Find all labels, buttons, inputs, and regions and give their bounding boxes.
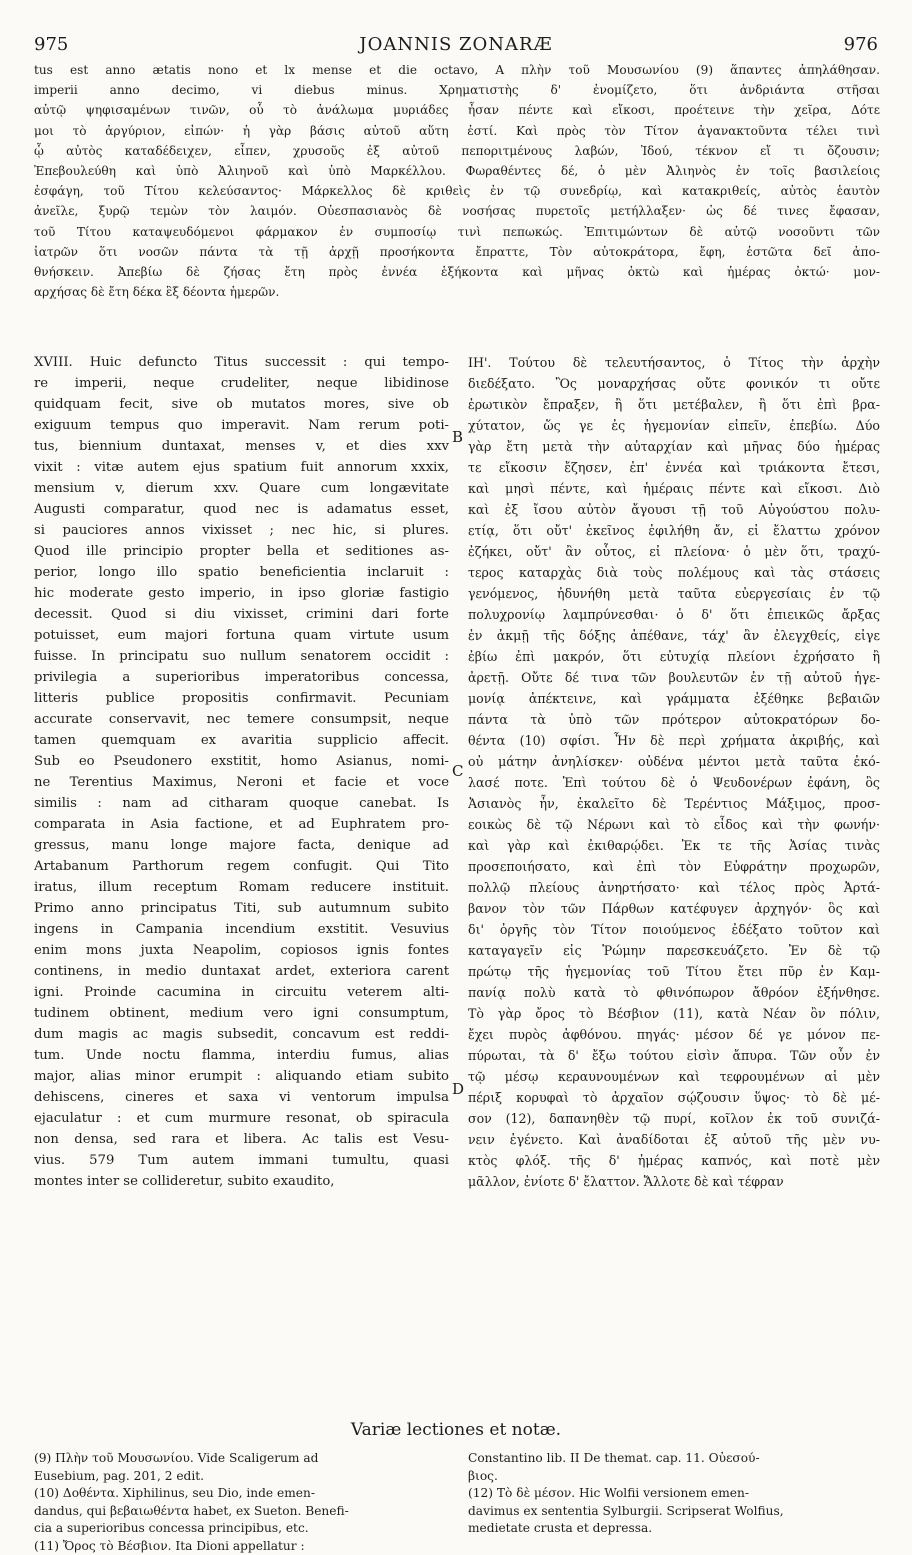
greek-line: προσεποιήσατο, καὶ ἐπὶ τὸν Εὐφράτην προχωρῶν, [468, 856, 880, 877]
latin-line: Primo anno principatus Titi, sub autumnum subito [34, 898, 449, 919]
greek-line: εοικὼς δὲ τῷ Νέρωνι καὶ τὸ εἶδος καὶ τὴν φωνήν· [468, 814, 880, 835]
latin-line: XVIII. Huic defuncto Titus successit : qui tempo- [34, 352, 449, 373]
latin-line: decessit. Quod si diu vixisset, crimini dari forte [34, 604, 449, 625]
footnote-line: (11) Ὄρος τὸ Βέσβιον. Ita Dioni appellatur : [34, 1538, 449, 1555]
latin-line: dum magis ac magis subsedit, concavum est reddi- [34, 1024, 449, 1045]
text-line: αὐτῷ ψηφισαμένων τινῶν, οὗ τὸ ἀνάλωμα μυριάδες ἦσαν πέντε καὶ εἴκοσι, προέτεινε τὴν χεῖρα, Δότε [34, 100, 880, 120]
latin-line: mensium v, dierum xxv. Quare cum longævitate [34, 478, 449, 499]
page-number-left: 975 [34, 34, 68, 55]
latin-line: privilegia a superioribus imperatoribus concessa, [34, 667, 449, 688]
greek-line: κτὸς φλόξ. τῆς δ' ἡμέρας καπνός, καὶ ποτὲ μὲν [468, 1150, 880, 1171]
latin-line: tum. Unde noctu flamma, interdiu fumus, alias [34, 1045, 449, 1066]
greek-line: Ἀσιανὸς ἦν, ἐκαλεῖτο δὲ Τερέντιος Μάξιμος, προσ- [468, 793, 880, 814]
latin-line: vius. 579 Tum autem immani tumultu, quasi [34, 1150, 449, 1171]
greek-line: θέντα (10) σφίσι. Ἦν δὲ περὶ χρήματα ἀκριβής, καὶ [468, 730, 880, 751]
latin-line: potuisset, eum majori fortuna quam virtute usum [34, 625, 449, 646]
greek-line: ἐρωτικὸν ἔπραξεν, ἢ ὅτι μετέβαλεν, ἢ ὅτι ἐπὶ βρα- [468, 394, 880, 415]
footnote-line: davimus ex sententia Sylburgii. Scripserat Wolfius, [468, 1503, 883, 1521]
greek-line: νειν ἐγένετο. Καὶ ἀναδίδοται ἐξ αὐτοῦ τῆς μὲν νυ- [468, 1129, 880, 1150]
latin-line: tus, biennium duntaxat, menses v, et dies xxv [34, 436, 449, 457]
notes-heading: Variæ lectiones et notæ. [0, 1420, 912, 1440]
top-fullwidth-text [34, 60, 880, 302]
margin-letter-c: C [452, 762, 463, 780]
greek-line: χύτατον, ὥς γε ἐς ἡγεμονίαν εἰπεῖν, ἐπεβίω. Δύο [468, 415, 880, 436]
greek-line: γὰρ ἔτη μετὰ τὴν αὐταρχίαν καὶ μῆνας δύο ἡμέρας [468, 436, 880, 457]
greek-line: τε εἴκοσιν ἔζησεν, ἐπ' ἐννέα καὶ τριάκοντα ἔτεσι, [468, 457, 880, 478]
greek-line: τερος καταρχὰς διὰ τοὺς πολέμους καὶ τὰς στάσεις [468, 562, 880, 583]
text-line: Ἐπεβουλεύθη καὶ ὑπὸ Ἀλιηνοῦ καὶ ὑπὸ Μαρκέλλου. Φωραθέντες δέ, ὁ μὲν Ἀλιηνὸς ἐν τοῖς βασιλείοις [34, 161, 880, 181]
greek-line: ἐν ἀκμῇ τῆς δόξης ἀπέθανε, τάχ' ἂν ἐλεγχθείς, εἰγε [468, 625, 880, 646]
latin-line: hic moderate gesto imperio, in ipso gloriæ fastigio [34, 583, 449, 604]
latin-line: vixit : vitæ autem ejus spatium fuit annorum xxxix, [34, 457, 449, 478]
latin-line: exiguum tempus quo imperavit. Nam rerum poti- [34, 415, 449, 436]
latin-line: tamen quemquam ex avaritia supplicio affecit. [34, 730, 449, 751]
latin-line: fuisse. In principatu suo nullum senatorem occidit : [34, 646, 449, 667]
latin-line: dehiscens, cineres et saxa vi ventorum impulsa [34, 1087, 449, 1108]
greek-line: οὐ μάτην ἀνηλίσκεν· οὐδένα μέντοι μετὰ ταῦτα ἐκό- [468, 751, 880, 772]
running-header [34, 34, 878, 56]
latin-line: ingens in Campania incendium exstitit. Vesuvius [34, 919, 449, 940]
greek-line: πανίᾳ πολὺ κατὰ τὸ φθινόπωρον ἄθρόον ἐξήνθησε. [468, 982, 880, 1003]
footnote-line: dandus, qui βεβαιωθέντα habet, ex Sueton. Benefi- [34, 1503, 449, 1521]
latin-line: accurate conservavit, nec temere consumpsit, neque [34, 709, 449, 730]
greek-line: βανον τὸν τῶν Πάρθων κατέφυγεν ἀρχηγόν· ὃς καὶ [468, 898, 880, 919]
greek-line: Τὸ γὰρ ὄρος τὸ Βέσβιον (11), κατὰ Νέαν ὂν πόλιν, [468, 1003, 880, 1024]
latin-line: perior, longo illo spatio beneficientia inclaruit : [34, 562, 449, 583]
greek-line: γενόμενος, ἠδυνήθη μετὰ ταῦτα εὐεργεσίαις ἐν τῷ [468, 583, 880, 604]
text-line: imperii anno decimo, vi diebus minus. Χρηματιστὴς δ' ἐνομίζετο, ὅτι ἀνδριάντα στῆσαι [34, 80, 880, 100]
greek-line: σον (12), δαπανηθὲν τῷ πυρί, κοῖλον ἐκ τοῦ συνιζά- [468, 1108, 880, 1129]
latin-line: tudinem obtinent, medium vero igni consumptum, [34, 1003, 449, 1024]
footnotes-right-column [468, 1450, 883, 1538]
latin-line: montes inter se collideretur, subito exaudito, [34, 1171, 449, 1192]
footnote-line: Constantino lib. II De themat. cap. 11. Οὐεσού- [468, 1450, 883, 1468]
latin-line: gressus, manu longe majore facta, denique ad [34, 835, 449, 856]
latin-line: Augusti comparatur, quod nec is adamatus esset, [34, 499, 449, 520]
running-title: JOANNIS ZONARÆ [34, 34, 878, 55]
greek-line: ἐζήκει, οὔτ' ἂν οὗτος, εἰ πλείονα· ὁ μὲν ὅτι, τραχύ- [468, 541, 880, 562]
greek-line: ετίᾳ, ὅτι οὔτ' ἐκεῖνος ἐφιλήθη ἄν, εἰ ἔλαττω χρόνον [468, 520, 880, 541]
latin-line: ejaculatur : et cum murmure resonat, ob spiracula [34, 1108, 449, 1129]
greek-line: καὶ μησὶ πέντε, καὶ ἡμέραις πέντε καὶ εἴκοσι. Διὸ [468, 478, 880, 499]
greek-line: τῷ μέσῳ κεραυνουμένων καὶ τεφρουμένων αἱ μὲν [468, 1066, 880, 1087]
footnote-line: βιος. [468, 1468, 883, 1486]
latin-line: igni. Proinde cacumina in circuitu veterem alti- [34, 982, 449, 1003]
latin-line: iratus, illum receptum Romam reducere instituit. [34, 877, 449, 898]
greek-line: πολλῷ πλείους ἀνηρτήσατο· καὶ τέλος πρὸς Ἀρτά- [468, 877, 880, 898]
latin-line: continens, in medio duntaxat ardet, exteriora carent [34, 961, 449, 982]
footnote-line: medietate crusta et depressa. [468, 1520, 883, 1538]
text-line: ἰατρῶν ὅτι νοσῶν πάντα τὰ τῇ ἀρχῇ προσήκοντα ἔπραττε, Τὸν αὐτοκράτορα, ἔφη, ἑστῶτα δεῖ ἀπο- [34, 242, 880, 262]
latin-line: Artabanum Parthorum regem confugit. Qui Tito [34, 856, 449, 877]
greek-column [468, 352, 880, 1192]
latin-line: similis : nam ad citharam quoque canebat. Is [34, 793, 449, 814]
greek-line: λασέ ποτε. Ἐπὶ τούτου δὲ ὁ Ψευδονέρων ἐφάνη, ὃς [468, 772, 880, 793]
footnote-line: Eusebium, pag. 201, 2 edit. [34, 1468, 449, 1486]
greek-line: διεδέξατο. Ὃς μοναρχήσας οὔτε φονικόν τι οὔτε [468, 373, 880, 394]
latin-line: litteris publice propositis confirmavit. Pecuniam [34, 688, 449, 709]
latin-line: quidquam fecit, sive ob mutatos mores, sive ob [34, 394, 449, 415]
greek-line: ἐβίω ἐπὶ μακρόν, ὅτι εὐτυχίᾳ πλείονι ἐχρήσατο ἢ [468, 646, 880, 667]
greek-line: δι' ὀργῆς τὸν Τίτον ποιούμενος ἐδέξατο τοῦτον καὶ [468, 919, 880, 940]
greek-line: ἀρετῇ. Οὔτε δέ τινα τῶν βουλευτῶν ἐν τῇ αὐτοῦ ἡγε- [468, 667, 880, 688]
text-line: μοι τὸ ἀργύριον, εἰπών· ἡ γὰρ βάσις αὐτοῦ αὕτη ἐστί. Καὶ πρὸς τὸν Τίτον ἀγανακτοῦντα τέλει τινὶ [34, 121, 880, 141]
footnotes-left-column [34, 1450, 449, 1555]
greek-line: πολυχρονίῳ λαμπρύνεσθαι· ὁ δ' ὅτι ἐπιεικῶς ἄρξας [468, 604, 880, 625]
latin-line: si pauciores annos vixisset ; nec hic, si plures. [34, 520, 449, 541]
latin-line: enim mons juxta Neapolim, copiosos ignis fontes [34, 940, 449, 961]
two-column-body [34, 352, 880, 1412]
greek-line: πύρωται, τὰ δ' ἔξω τούτου εἰσὶν ἄπυρα. Τῶν οὖν ἐν [468, 1045, 880, 1066]
latin-line: comparata in Asia factione, et ad Euphratem pro- [34, 814, 449, 835]
margin-letter-d: D [452, 1080, 464, 1098]
greek-line: πάντα τὰ ὑπὸ τῶν πρότερον αὐτοκρατόρων δο- [468, 709, 880, 730]
footnote-line: cia a superioribus concessa principibus, etc. [34, 1520, 449, 1538]
latin-line: ne Terentius Maximus, Neroni et facie et voce [34, 772, 449, 793]
latin-line: re imperii, neque crudeliter, neque libidinose [34, 373, 449, 394]
greek-line: ἔχει πυρὸς ἀφθόνου. πηγάς· μέσον δέ γε μόνον πε- [468, 1024, 880, 1045]
greek-line: ΙΗ'. Τούτου δὲ τελευτήσαντος, ὁ Τίτος τὴν ἀρχὴν [468, 352, 880, 373]
greek-line: μᾶλλον, ἐνίοτε δ' ἔλαττον. Ἄλλοτε δὲ καὶ τέφραν [468, 1171, 880, 1192]
text-line: θνήσκειν. Ἀπεβίω δὲ ζήσας ἔτη πρὸς ἐννέα ἑξήκοντα καὶ μῆνας ὀκτὼ καὶ ἡμέρας ὀκτώ· μον- [34, 262, 880, 282]
text-line: αρχήσας δὲ ἔτη δέκα ἓξ δέοντα ἡμερῶν. [34, 282, 880, 302]
text-line: ᾧ αὐτὸς καταδέδειχεν, εἶπεν, χρυσοῦς ἐξ αὐτοῦ πεποριτμένους λαβών, Ἰδού, τέκνον εἴ τι ὄζουσιν; [34, 141, 880, 161]
latin-line: major, alias minor erumpit : aliquando etiam subito [34, 1066, 449, 1087]
text-line: τοῦ Τίτου καταψευδόμενοι φάρμακον ἐν συμποσίῳ τινὶ πεπωκώς. Ἐπιτιμώντων δὲ αὐτῷ νοσοῦντι τῶν [34, 222, 880, 242]
greek-line: πέριξ κορυφαὶ τὸ ἀρχαῖον σῴζουσιν ὕψος· τὸ δὲ μέ- [468, 1087, 880, 1108]
greek-line: πρώτῳ τῆς ἡγεμονίας τοῦ Τίτου ἔτει πῦρ ἐν Καμ- [468, 961, 880, 982]
greek-line: καταγαγεῖν εἰς Ῥώμην παρεσκευάζετο. Ἐν δὲ τῷ [468, 940, 880, 961]
latin-line: Quod ille principio propter bella et seditiones as- [34, 541, 449, 562]
greek-line: καὶ ἐξ ἴσου αὐτὸν ἄγουσι τῇ τοῦ Αὐγούστου πολυ- [468, 499, 880, 520]
latin-column [34, 352, 449, 1192]
footnote-line: (12) Τὸ δὲ μέσον. Hic Wolfii versionem emen- [468, 1485, 883, 1503]
margin-letter-b: B [452, 428, 463, 446]
page-number-right: 976 [844, 34, 878, 55]
text-line: ἐσφάγη, τοῦ Τίτου κελεύσαντος· Μάρκελλος δὲ κριθεὶς ἐν τῷ συνεδρίῳ, καὶ κατακριθείς, αὐτὸς ἑαυτὸν [34, 181, 880, 201]
greek-line: μονίᾳ ἀπέκτεινε, καὶ γράμματα ἐξέθηκε βεβαιῶν [468, 688, 880, 709]
text-line: ἀνεῖλε, ξυρῷ τεμὼν τὸν λαιμόν. Οὐεσπασιανὸς δὲ νοσήσας πυρετοῖς μετήλλαξεν· ὡς δέ τινες ἔφασαν, [34, 201, 880, 221]
footnote-line: (9) Πλὴν τοῦ Μουσωνίου. Vide Scaligerum ad [34, 1450, 449, 1468]
greek-line: καὶ γὰρ καὶ ἐκιθαρῴδει. Ἐκ τε τῆς Ἀσίας τινὰς [468, 835, 880, 856]
text-line: tus est anno ætatis nono et lx mense et die octavo, A πλὴν τοῦ Μουσωνίου (9) ἅπαντες ἀπηλάθησαν. [34, 60, 880, 80]
footnote-line: (10) Δοθέντα. Xiphilinus, seu Dio, inde emen- [34, 1485, 449, 1503]
latin-line: Sub eo Pseudonero exstitit, homo Asianus, nomi- [34, 751, 449, 772]
latin-line: non densa, sed rara et libera. Ac talis est Vesu- [34, 1129, 449, 1150]
